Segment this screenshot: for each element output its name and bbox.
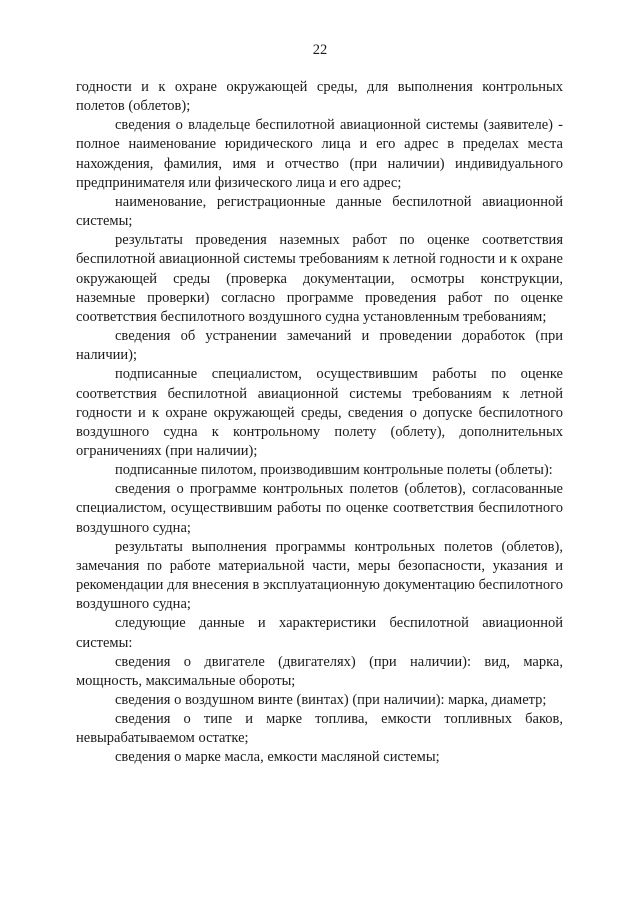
paragraph-ground-works-results: результаты проведения наземных работ по оценке соответствия беспилотной авиационной системы требованиям к летной годности и к охране окружающей среды (проверка документации, осмотры конструкции, наземные проверки) согласно программе проведения работ по оценке соответствия беспилотного воздушного судна установленным требованиям; — [76, 232, 563, 325]
page-number: 22 — [312, 42, 328, 58]
paragraph-engine-info: сведения о двигателе (двигателях) (при наличии): вид, марка, мощность, максимальные обороты; — [76, 653, 563, 689]
paragraph-fuel-info: сведения о типе и марке топлива, емкости топливных баков, невырабатываемом остатке; — [76, 711, 563, 747]
paragraph-flight-results: результаты выполнения программы контрольных полетов (облетов), замечания по работе материальной части, меры безопасности, указания и рекомендации для внесения в эксплуатационную документацию беспилотного воздушного судна; — [76, 538, 563, 613]
paragraph-continuation: годности и к охране окружающей среды, для выполнения контрольных полетов (облетов); — [76, 79, 563, 115]
paragraph-system-characteristics: следующие данные и характеристики беспилотной авиационной системы: — [76, 615, 563, 651]
paragraph-flight-program: сведения о программе контрольных полетов (облетов), согласованные специалистом, осуществившим работы по оценке соответствия беспилотного воздушного судна; — [76, 481, 563, 536]
paragraph-registration-data: наименование, регистрационные данные беспилотной авиационной системы; — [76, 193, 563, 230]
paragraph-propeller-info: сведения о воздушном винте (винтах) (при наличии): марка, диаметр; — [115, 692, 547, 708]
paragraph-owner-info: сведения о владельце беспилотной авиационной системы (заявителе) - полное наименование юридического лица и его адрес в пределах места нахождения, фамилия, имя и отчество (при наличии) индивидуального предпринимателя или физического лица и его адрес; — [76, 117, 563, 191]
paragraph-remarks-elimination: сведения об устранении замечаний и проведении доработок (при наличии); — [76, 328, 563, 364]
document-body — [76, 78, 563, 768]
paragraph-oil-info: сведения о марке масла, емкости масляной системы; — [115, 749, 440, 766]
paragraph-specialist-signed: подписанные специалистом, осуществившим работы по оценке соответствия беспилотной авиационной системы требованиям к летной годности и к охране окружающей среды, сведения о допуске беспилотного воздушного судна к контрольному полету (облету), дополнительных ограничениях (при наличии); — [76, 366, 563, 459]
paragraph-pilot-signed: подписанные пилотом, производившим контрольные полеты (облеты): — [115, 462, 553, 479]
